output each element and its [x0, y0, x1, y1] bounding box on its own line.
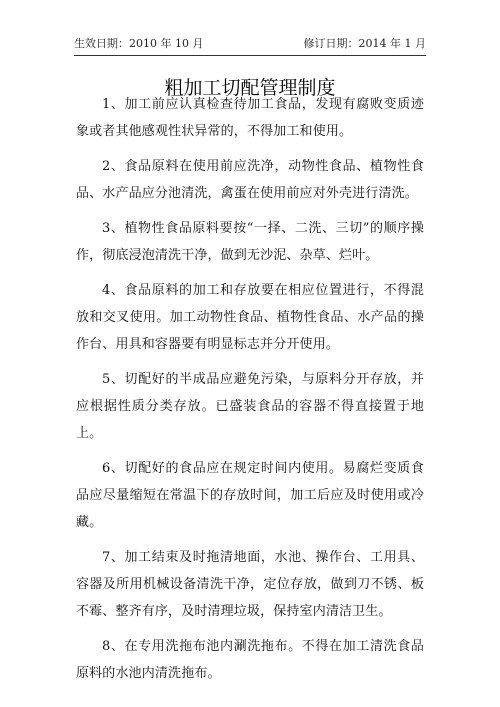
- document-title: 粗加工切配管理制度: [164, 76, 336, 99]
- paragraph-8: 8、在专用洗拖布池内涮洗拖布。不得在加工清洗食品原料的水池内清洗拖布。: [76, 639, 424, 681]
- document-body: [76, 91, 424, 695]
- paragraph-4: 4、食品原料的加工和存放要在相应位置进行，不得混放和交叉使用。加工动物性食品、植物性食品、水产品的操作台、用具和容器要有明显标志并分开使用。: [76, 283, 424, 352]
- paragraph-7: 7、加工结束及时拖清地面，水池、操作台、工用具、容器及所用机械设备清洗干净，定位存放，做到刀不锈、板不霉、整齐有序，及时清理垃圾，保持室内清洁卫生。: [76, 550, 424, 619]
- paragraph-3: 3、植物性食品原料要按“一择、二洗、三切”的顺序操作，彻底浸泡清洗干净，做到无沙泥、杂草、烂叶。: [76, 221, 424, 263]
- revised-date: 修订日期：2014 年 1 月: [303, 37, 426, 50]
- paragraph-6: 6、切配好的食品应在规定时间内使用。易腐烂变质食品应尽量缩短在常温下的存放时间，加工后应及时使用或冷藏。: [76, 461, 424, 530]
- paragraph-1: 1、加工前应认真检查待加工食品，发现有腐败变质迹象或者其他感观性状异常的，不得加工和使用。: [76, 97, 424, 139]
- paragraph-5: 5、切配好的半成品应避免污染，与原料分开存放，并应根据性质分类存放。已盛装食品的容器不得直接置于地上。: [76, 372, 424, 441]
- header-divider: [74, 55, 426, 56]
- effective-date: 生效日期：2010 年 10 月: [74, 37, 204, 50]
- page-header: [74, 36, 426, 52]
- paragraph-2: 2、食品原料在使用前应洗净，动物性食品、植物性食品、水产品应分池清洗，禽蛋在使用前应对外壳进行清洗。: [76, 159, 424, 201]
